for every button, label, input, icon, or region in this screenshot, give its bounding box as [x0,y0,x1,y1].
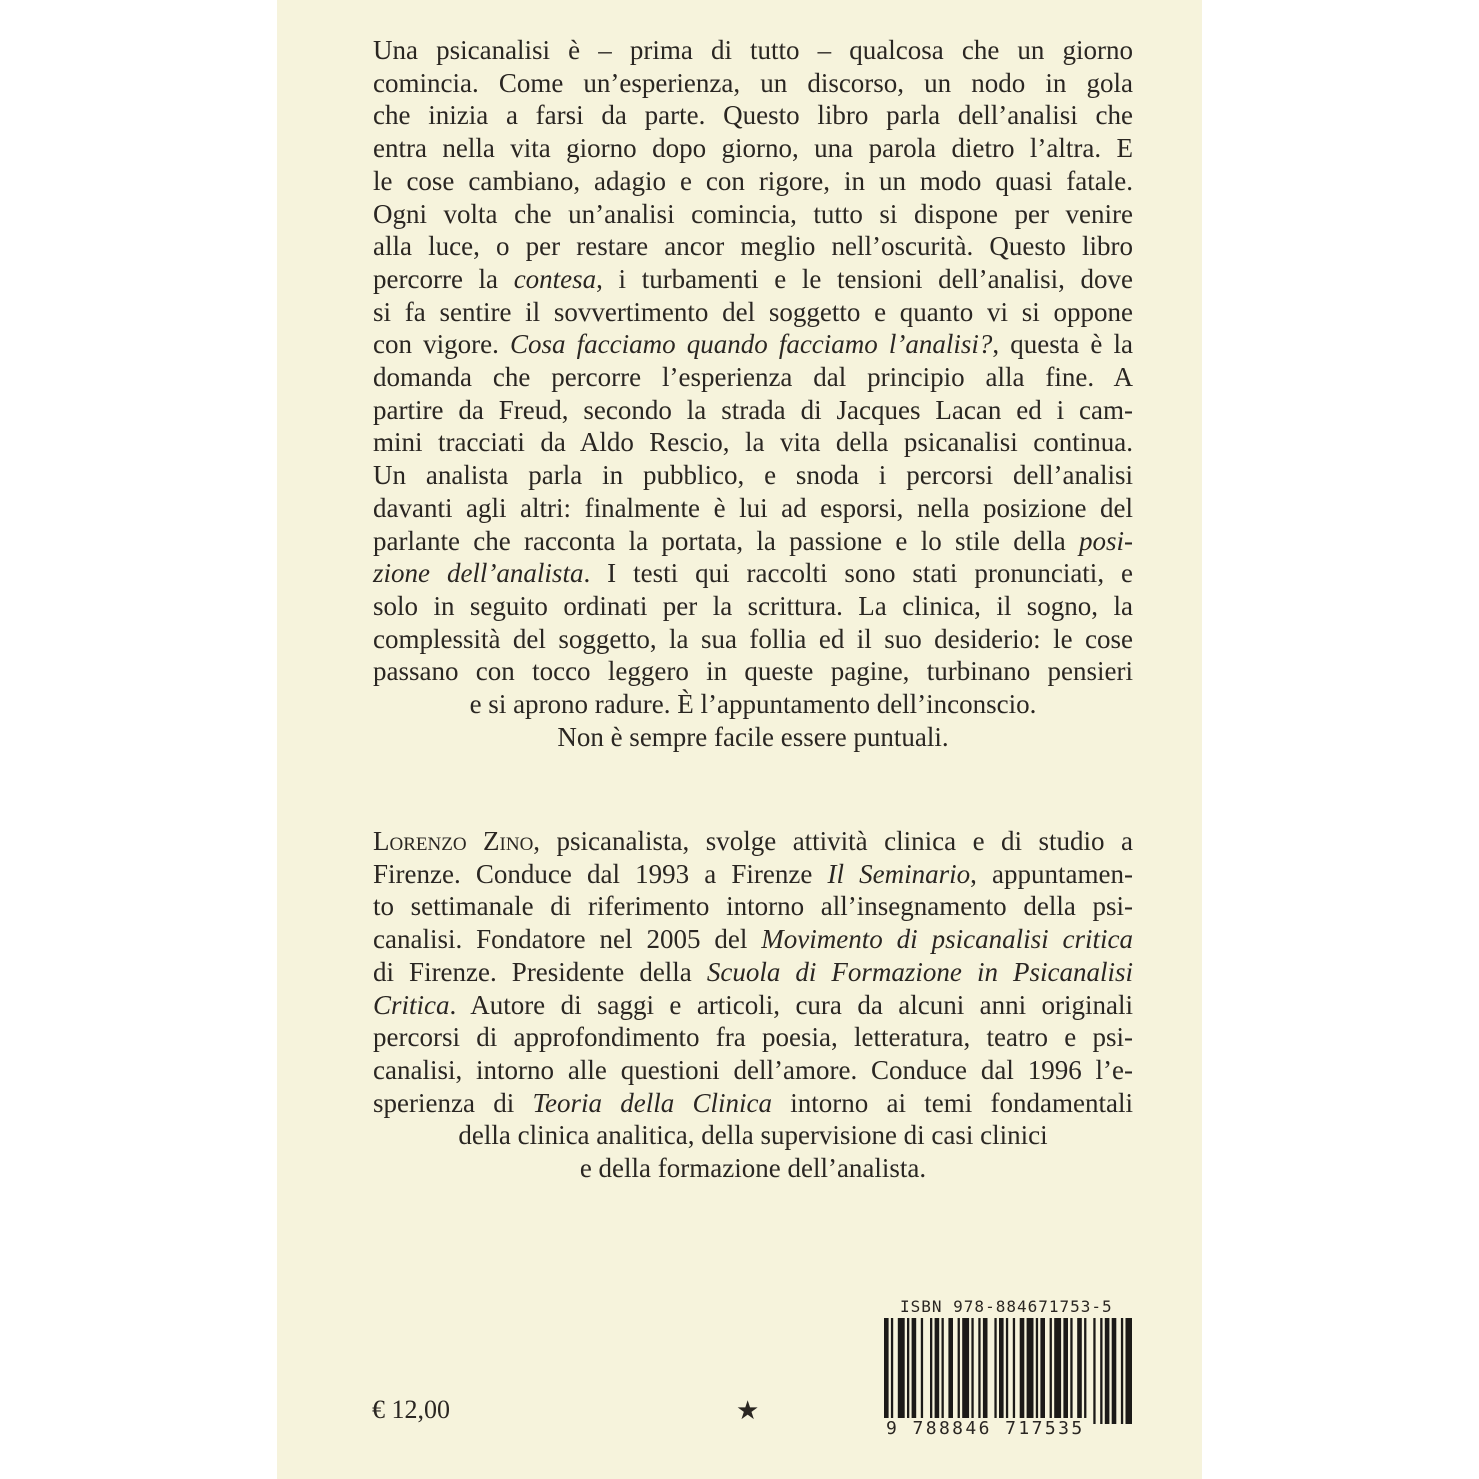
blurb-line: parlante che racconta la portata, la passione e lo stile della posi- [373,525,1133,556]
author-bio [373,825,1133,1185]
italic-title: Il Seminario [827,858,971,889]
blurb-line: comincia. Come un’esperienza, un discorso, un nodo in gola [373,67,1133,98]
barcode-stripe [971,1318,973,1424]
blurb-line: Una psicanalisi è – prima di tutto – qualcosa che un giorno [373,35,1133,65]
barcode-stripe [978,1318,980,1424]
italic-title: Movimento di psicanalisi critica [761,924,1133,955]
italic-term: posi- [1079,525,1133,556]
barcode-stripe [898,1318,905,1424]
blurb-line: con vigore. Cosa facciamo quando facciamo l’analisi?, questa è la [373,329,1133,360]
blurb-line: complessità del soggetto, la sua follia ed il suo desiderio: le cose [373,623,1133,654]
barcode-stripe [1100,1318,1102,1424]
barcode-stripe [912,1318,917,1424]
blurb-line: percorre la contesa, i turbamenti e le tensioni dell’analisi, dove [373,263,1133,294]
barcode-stripe [935,1318,940,1424]
isbn-label: ISBN 978-884671753-5 [900,1297,1113,1316]
barcode-stripe [1006,1318,1008,1424]
blurb-line: e si aprono radure. È l’appuntamento dell’inconscio. [469,689,1037,720]
barcode [884,1318,1132,1424]
barcode-stripe [1093,1318,1095,1424]
barcode-stripe [1105,1318,1110,1424]
bio-line: percorsi di approfondimento fra poesia, letteratura, teatro e psi- [373,1022,1133,1053]
author-name: Lorenzo Zino [373,826,534,856]
bio-line: di Firenze. Presidente della Scuola di Formazione in Psicanalisi [373,956,1133,987]
barcode-stripe [1054,1318,1061,1424]
barcode-stripe [1063,1318,1068,1424]
barcode-stripe [1070,1318,1072,1424]
bio-line: Critica. Autore di saggi e articoli, cura da alcuni anni originali [373,989,1133,1020]
italic-title: Scuola di Formazione in Psicanalisi [706,956,1133,987]
bio-line: Lorenzo Zino, psicanalista, svolge attività clinica e di studio a [373,826,1134,856]
barcode-stripe [1077,1318,1082,1424]
italic-term: contesa [513,263,597,294]
barcode-stripe [1121,1318,1123,1424]
blurb-line: Non è sempre facile essere puntuali. [557,721,949,752]
barcode-stripe [948,1318,953,1424]
barcode-stripe [1084,1318,1086,1424]
blurb-line: davanti agli altri: finalmente è lui ad esporsi, nella posizione del [373,492,1133,523]
blurb-line: solo in seguito ordinati per la scrittura. La clinica, il sogno, la [373,590,1133,621]
blurb-line: Un analista parla in pubblico, e snoda i percorsi dell’analisi [373,460,1133,491]
barcode-stripe [962,1318,969,1424]
barcode-stripe [983,1318,988,1424]
blurb-line: alla luce, o per restare ancor meglio nell’oscurità. Questo libro [373,231,1133,262]
italic-title: Critica [373,989,450,1020]
bio-line: e della formazione dell’analista. [579,1153,927,1184]
blurb-line: che inizia a farsi da parte. Questo libro parla dell’analisi che [373,100,1133,131]
barcode-stripe [884,1318,889,1424]
bio-line: canalisi, intorno alle questioni dell’amore. Conduce dal 1996 l’e- [373,1054,1133,1085]
barcode-stripe [942,1318,944,1424]
bio-line: sperienza di Teoria della Clinica intorno ai temi fondamentali [373,1087,1133,1118]
barcode-stripe [1126,1318,1133,1424]
blurb-line: le cose cambiano, adagio e con rigore, in un modo quasi fatale. [373,165,1133,196]
barcode-stripe [907,1318,909,1424]
barcode-stripe [1040,1318,1045,1424]
barcode-stripe [1050,1318,1052,1424]
barcode-stripe [1112,1318,1117,1424]
barcode-stripe [999,1318,1004,1424]
blurb-line: partire da Freud, secondo la strada di Jacques Lacan ed i cam- [373,394,1133,425]
blurb-line: domanda che percorre l’esperienza dal principio alla fine. A [373,362,1133,393]
publisher-star-icon: ★ [736,1396,760,1425]
blurb-line: Ogni volta che un’analisi comincia, tutto si dispone per venire [373,198,1133,229]
barcode-stripe [930,1318,932,1424]
barcode-stripe [1036,1318,1038,1424]
price: € 12,00 [372,1395,450,1424]
back-cover [277,0,1202,1479]
blurb-line: passano con tocco leggero in queste pagine, turbinano pensieri [373,656,1133,687]
italic-question: Cosa facciamo quando facciamo l’analisi? [509,329,993,360]
barcode-stripe [1027,1318,1034,1424]
bio-line: canalisi. Fondatore nel 2005 del Movimento di psicanalisi critica [373,924,1133,955]
italic-term: zione dell’analista [373,558,584,589]
barcode-stripe [958,1318,960,1424]
barcode-digits: 9 788846 717535 [886,1418,1085,1439]
blurb-line: zione dell’analista. I testi qui raccolti sono stati pronunciati, e [373,558,1134,589]
blurb-text [373,34,1133,753]
blurb-line: si fa sentire il sovvertimento del soggetto e quanto vi si oppone [373,296,1133,327]
barcode-stripe [891,1318,893,1424]
barcode-stripe [1013,1318,1015,1424]
blurb-line: entra nella vita giorno dopo giorno, una parola dietro l’altra. E [373,133,1133,164]
bio-line: Firenze. Conduce dal 1993 a Firenze Il Seminario, appuntamen- [373,858,1133,889]
italic-title: Teoria della Clinica [532,1087,773,1118]
bio-line: della clinica analitica, della supervisione di casi clinici [458,1120,1048,1151]
bio-line: to settimanale di riferimento intorno all’insegnamento della psi- [373,891,1133,922]
blurb-line: mini tracciati da Aldo Rescio, la vita della psicanalisi continua. [373,427,1133,458]
barcode-stripe [994,1318,996,1424]
barcode-stripe [1020,1318,1025,1424]
barcode-stripe [921,1318,923,1424]
